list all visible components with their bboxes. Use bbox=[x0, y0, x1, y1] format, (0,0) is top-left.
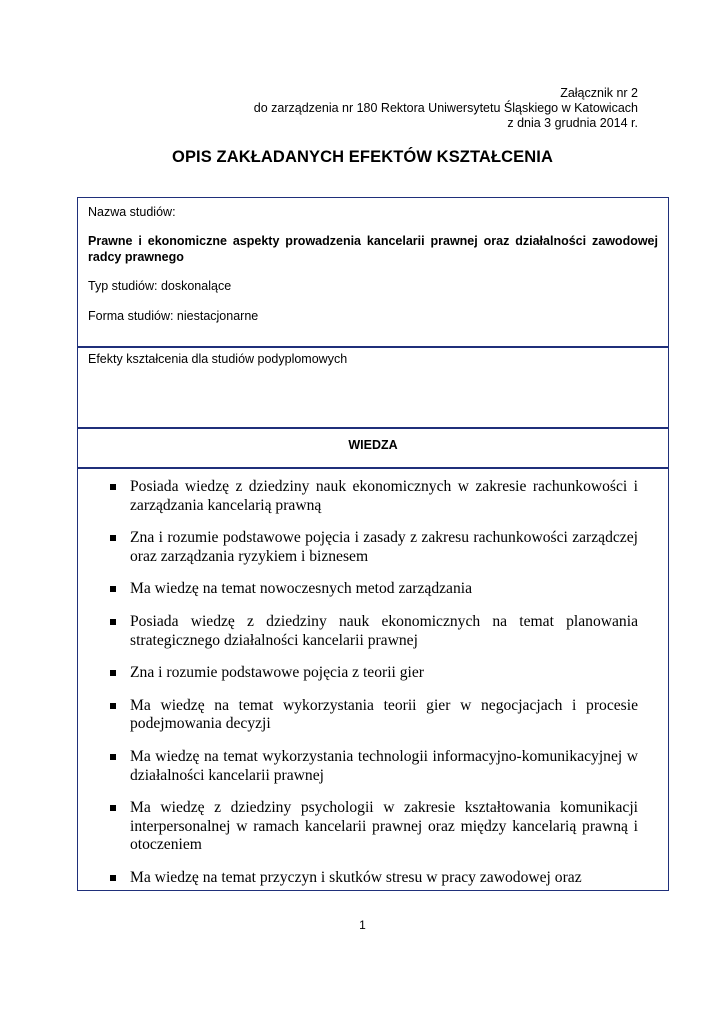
list-item-text: Posiada wiedzę z dziedziny nauk ekonomicznych na temat planowania strategicznego działalności kancelarii prawnej bbox=[130, 612, 638, 649]
square-bullet-icon bbox=[110, 805, 116, 811]
study-info-box bbox=[77, 197, 669, 348]
study-name-value: Prawne i ekonomiczne aspekty prowadzenia kancelarii prawnej oraz działalności zawodowej radcy prawnego bbox=[88, 234, 658, 264]
knowledge-list bbox=[78, 468, 668, 888]
square-bullet-icon bbox=[110, 535, 116, 541]
square-bullet-icon bbox=[110, 670, 116, 676]
list-item bbox=[110, 580, 638, 599]
list-item-text: Zna i rozumie podstawowe pojęcia z teorii gier bbox=[130, 664, 425, 682]
list-item bbox=[110, 869, 638, 888]
list-item-text: Ma wiedzę z dziedziny psychologii w zakresie kształtowania komunikacji interpersonalnej w ramach kancelarii prawnej oraz między kancelarią prawną i otoczeniem bbox=[130, 799, 638, 854]
list-item bbox=[110, 697, 638, 734]
knowledge-list-box bbox=[77, 467, 669, 891]
effects-label-box bbox=[77, 346, 669, 429]
annex-ordinance: do zarządzenia nr 180 Rektora Uniwersytetu Śląskiego w Katowicach bbox=[253, 101, 638, 115]
square-bullet-icon bbox=[110, 586, 116, 592]
list-item bbox=[110, 613, 638, 650]
effects-label: Efekty kształcenia dla studiów podyplomowych bbox=[88, 352, 348, 366]
list-item-text: Ma wiedzę na temat nowoczesnych metod zarządzania bbox=[130, 580, 473, 598]
page-title: OPIS ZAKŁADANYCH EFEKTÓW KSZTAŁCENIA bbox=[172, 148, 553, 166]
list-item-text: Zna i rozumie podstawowe pojęcia i zasady z zakresu rachunkowości zarządczej oraz zarządzania ryzykiem i biznesem bbox=[130, 529, 638, 565]
list-item-text: Ma wiedzę na temat przyczyn i skutków stresu w pracy zawodowej oraz bbox=[130, 868, 582, 886]
annex-date: z dnia 3 grudnia 2014 r. bbox=[507, 116, 638, 130]
study-name-label: Nazwa studiów: bbox=[88, 205, 176, 219]
list-item bbox=[110, 799, 638, 855]
square-bullet-icon bbox=[110, 703, 116, 709]
list-item-text: Posiada wiedzę z dziedziny nauk ekonomicznych w zakresie rachunkowości i zarządzania kancelarią prawną bbox=[130, 478, 638, 514]
list-item bbox=[110, 478, 638, 515]
section-heading-box bbox=[77, 427, 669, 469]
page-number: 1 bbox=[359, 918, 366, 932]
annex-header bbox=[254, 86, 638, 131]
square-bullet-icon bbox=[110, 875, 116, 881]
square-bullet-icon bbox=[110, 754, 116, 760]
square-bullet-icon bbox=[110, 619, 116, 625]
list-item-text: Ma wiedzę na temat wykorzystania teorii gier w negocjacjach i procesie podejmowania decyzji bbox=[130, 696, 638, 733]
annex-number: Załącznik nr 2 bbox=[560, 86, 638, 100]
list-item bbox=[110, 748, 638, 785]
square-bullet-icon bbox=[110, 484, 116, 490]
list-item bbox=[110, 529, 638, 566]
section-heading: WIEDZA bbox=[348, 438, 398, 452]
list-item-text: Ma wiedzę na temat wykorzystania technologii informacyjno-komunikacyjnej w działalności kancelarii prawnej bbox=[130, 747, 638, 784]
study-type: Typ studiów: doskonalące bbox=[88, 279, 232, 293]
study-form: Forma studiów: niestacjonarne bbox=[88, 309, 259, 323]
list-item bbox=[110, 664, 638, 683]
